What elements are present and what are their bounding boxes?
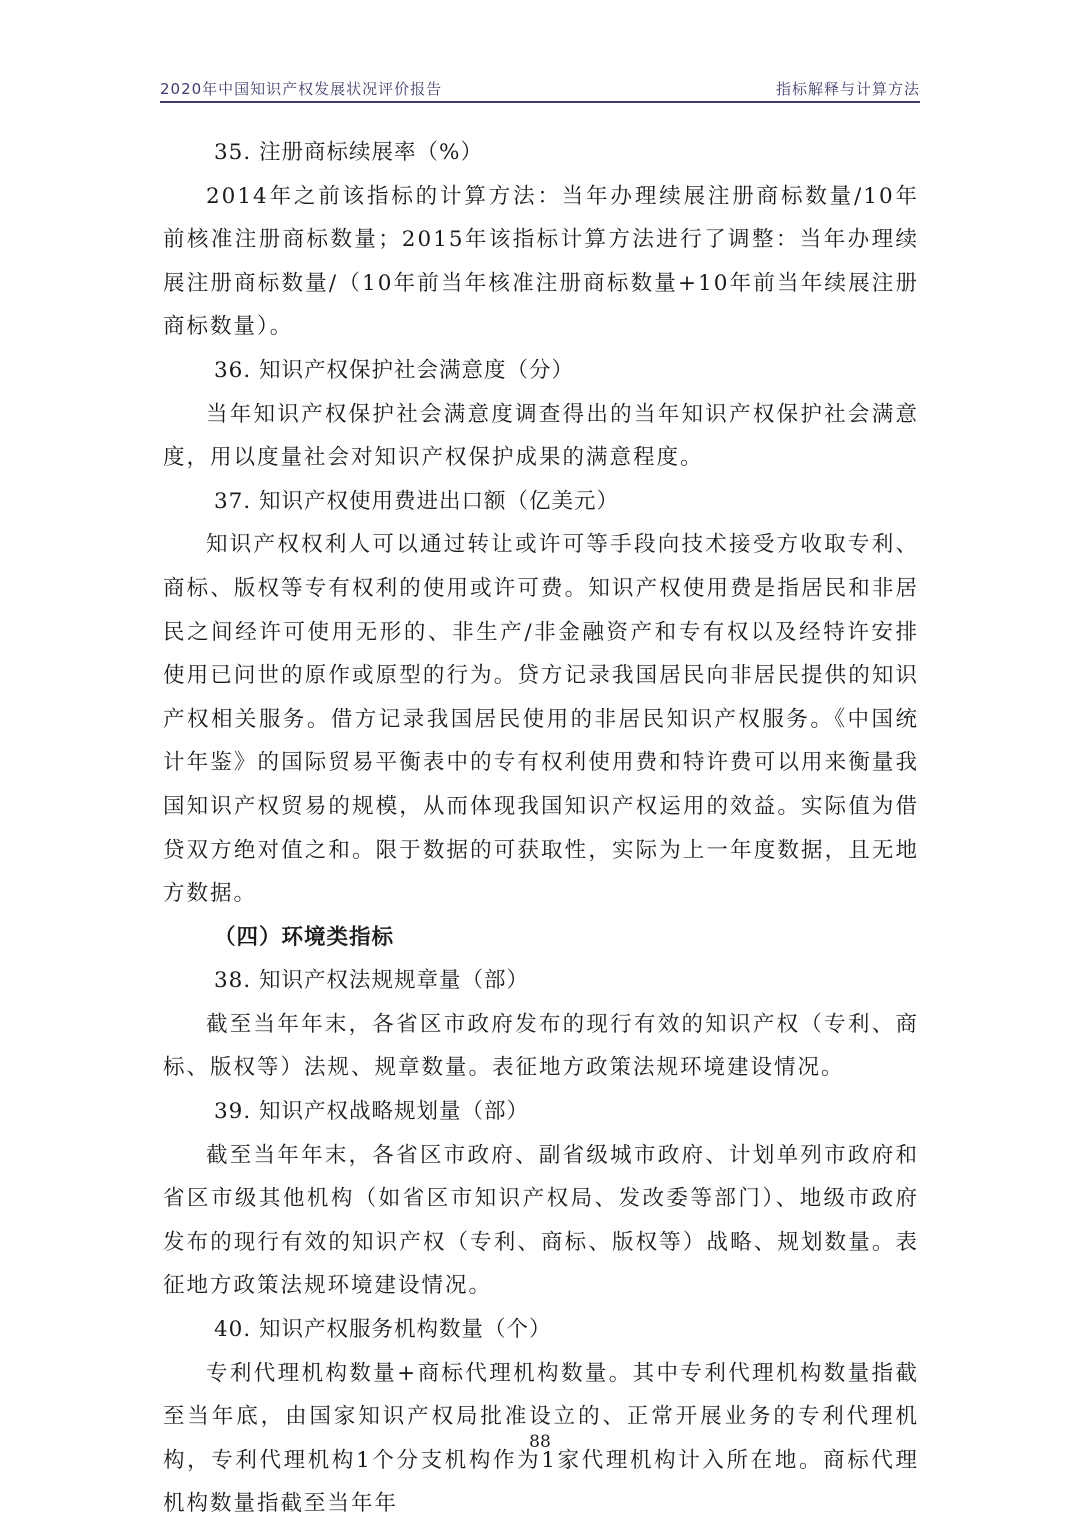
indicator-40-heading: 40. 知识产权服务机构数量（个） (214, 1317, 552, 1343)
indicator-39-heading: 39. 知识产权战略规划量（部） (214, 1099, 530, 1125)
indicator-38-heading: 38. 知识产权法规规章量（部） (214, 968, 530, 994)
chapter-title: 指标解释与计算方法 (775, 80, 920, 98)
indicator-37-heading: 37. 知识产权使用费进出口额（亿美元） (214, 488, 620, 514)
page-number: 88 (529, 1432, 551, 1452)
indicator-35-heading: 35. 注册商标续展率（%） (214, 140, 483, 165)
indicator-36-heading: 36. 知识产权保护社会满意度（分） (214, 357, 575, 383)
indicator-39-definition: 截至当年年末，各省区市政府、副省级城市政府、计划单列市政府和省区市级其他机构（如省区市知识产权局、发改委等部门）、地级市政府发布的现行有效的知识产权（专利、商标、版权等）战略、规划数量。表征地方政策法规环境建设情况。 (163, 1142, 919, 1299)
section-environment-heading: （四）环境类指标 (214, 924, 395, 950)
indicator-37-definition: 知识产权权利人可以通过转让或许可等手段向技术接受方收取专利、商标、版权等专有权利的使用或许可费。知识产权使用费是指居民和非居民之间经许可使用无形的、非生产/非金融资产和专有权以及经特许安排使用已问世的原作或原型的行为。贷方记录我国居民向非居民提供的知识产权相关服务。借方记录我国居民使用的非居民知识产权服务。《中国统计年鉴》的国际贸易平衡表中的专有权利使用费和特许费可以用来衡量我国知识产权贸易的规模，从而体现我国知识产权运用的效益。实际值为借贷双方绝对值之和。限于数据的可获取性，实际为上一年度数据，且无地方数据。 (163, 532, 919, 907)
indicator-40-definition: 专利代理机构数量+商标代理机构数量。其中专利代理机构数量指截至当年底，由国家知识产权局批准设立的、正常开展业务的专利代理机构，专利代理机构1个分支机构作为1家代理机构计入所在地。商标代理机构数量指截至当年年 (163, 1360, 919, 1517)
page-body (163, 131, 919, 1526)
indicator-38-definition: 截至当年年末，各省区市政府发布的现行有效的知识产权（专利、商标、版权等）法规、规章数量。表征地方政策法规环境建设情况。 (163, 1011, 919, 1081)
report-title: 2020年中国知识产权发展状况评价报告 (160, 80, 443, 98)
indicator-35-definition: 2014年之前该指标的计算方法：当年办理续展注册商标数量/10年前核准注册商标数量；2015年该指标计算方法进行了调整：当年办理续展注册商标数量/（10年前当年核准注册商标数量+10年前当年续展注册商标数量）。 (163, 183, 919, 340)
indicator-36-definition: 当年知识产权保护社会满意度调查得出的当年知识产权保护社会满意度，用以度量社会对知识产权保护成果的满意程度。 (163, 401, 919, 471)
header-divider (160, 101, 920, 103)
page-header (160, 74, 920, 104)
